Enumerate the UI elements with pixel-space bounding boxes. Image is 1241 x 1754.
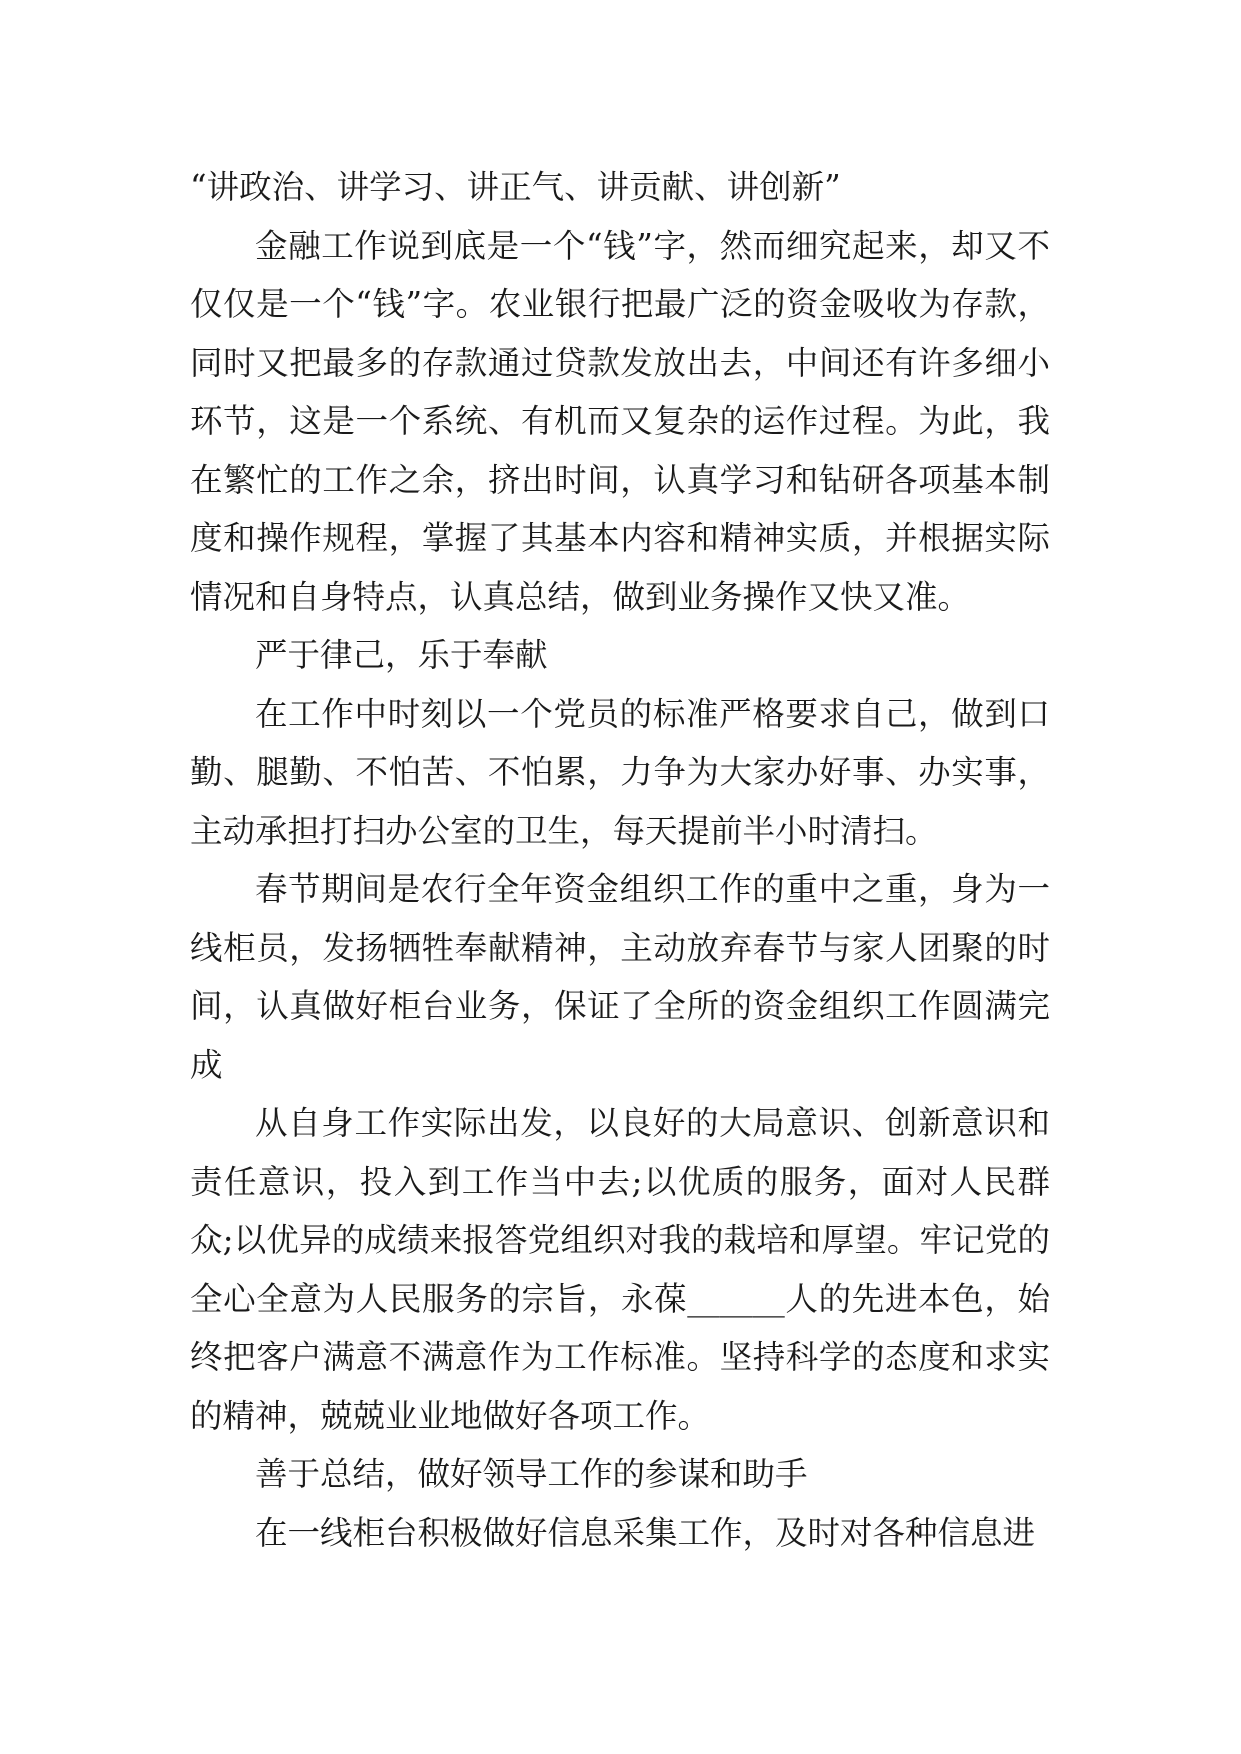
section-heading: 严于律己，乐于奉献: [255, 636, 548, 674]
section-heading: 善于总结，做好领导工作的参谋和助手: [255, 1455, 808, 1493]
body-paragraph: 金融工作说到底是一个“钱”字，然而细究起来，却又不仅仅是一个“钱”字。农业银行把最广泛的资金吸收为存款，同时又把最多的存款通过贷款发放出去，中间还有许多细小环节，这是一个系统、有机而又复杂的运作过程。为此，我在繁忙的工作之余，挤出时间，认真学习和钻研各项基本制度和操作规程，掌握了其基本内容和精神实质，并根据实际情况和自身特点，认真总结，做到业务操作又快又准。: [190, 226, 1050, 616]
document-body: [190, 158, 1050, 1562]
body-paragraph: 从自身工作实际出发，以良好的大局意识、创新意识和责任意识，投入到工作当中去;以优质的服务，面对人民群众;以优异的成绩来报答党组织对我的栽培和厚望。牢记党的全心全意为人民服务的宗旨，永葆______人的先进本色，始终把客户满意不满意作为工作标准。坚持科学的态度和求实的精神，兢兢业业地做好各项工作。: [190, 1104, 1050, 1435]
body-paragraph: 在一线柜台积极做好信息采集工作，及时对各种信息进: [255, 1513, 1036, 1552]
body-paragraph: 在工作中时刻以一个党员的标准严格要求自己，做到口勤、腿勤、不怕苦、不怕累，力争为大家办好事、办实事，主动承担打扫办公室的卫生，每天提前半小时清扫。: [190, 694, 1050, 850]
body-paragraph: 春节期间是农行全年资金组织工作的重中之重，身为一线柜员，发扬牺牲奉献精神，主动放弃春节与家人团聚的时间，认真做好柜台业务，保证了全所的资金组织工作圆满完成: [190, 870, 1050, 1084]
heading-paragraph: “讲政治、讲学习、讲正气、讲贡献、讲创新”: [190, 168, 841, 206]
